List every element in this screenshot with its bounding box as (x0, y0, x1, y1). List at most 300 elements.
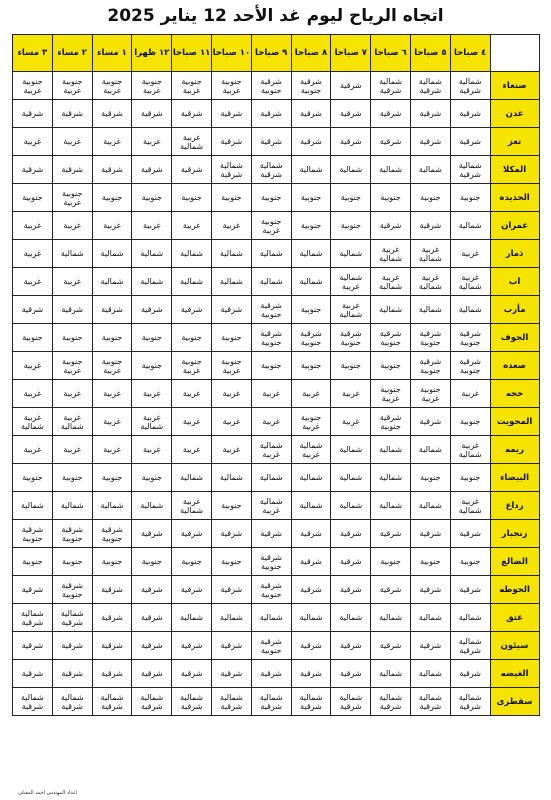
time-header: ٦ صباحا (371, 35, 411, 72)
wind-direction-cell: غربية (291, 380, 331, 408)
wind-direction-cell: شمالية شرقية (450, 72, 490, 100)
wind-direction-cell: شمالية (211, 268, 251, 296)
wind-direction-cell: شمالية (172, 268, 212, 296)
wind-direction-cell: شمالية (410, 156, 450, 184)
wind-direction-cell: شمالية (371, 156, 411, 184)
table-row (13, 296, 540, 324)
wind-direction-cell: شرقية جنوبية (450, 324, 490, 352)
table-row (13, 604, 540, 632)
table-row (13, 548, 540, 576)
wind-direction-cell: شمالية غربية (331, 268, 371, 296)
wind-direction-cell: شمالية (132, 492, 172, 520)
wind-direction-cell: شمالية (92, 492, 132, 520)
wind-direction-cell: شرقية (410, 408, 450, 436)
wind-direction-cell: شمالية (410, 296, 450, 324)
city-name: البيضاء (490, 464, 539, 492)
wind-direction-cell: شرقية (450, 100, 490, 128)
wind-direction-cell: شرقية جنوبية (251, 632, 291, 660)
wind-direction-cell: شرقية (132, 100, 172, 128)
wind-direction-cell: شمالية (291, 464, 331, 492)
wind-direction-cell: شرقية (331, 128, 371, 156)
wind-direction-cell: شمالية شرقية (251, 156, 291, 184)
wind-direction-cell: شمالية (410, 492, 450, 520)
wind-direction-cell: غربية (251, 408, 291, 436)
wind-direction-cell: غربية شمالية (172, 128, 212, 156)
wind-direction-cell: شرقية (331, 576, 371, 604)
table-body (13, 72, 540, 716)
wind-direction-cell: شرقية (52, 660, 92, 688)
wind-direction-cell: شرقية (172, 576, 212, 604)
wind-direction-cell: شمالية شرقية (211, 688, 251, 716)
wind-direction-cell: شرقية (92, 156, 132, 184)
wind-direction-cell: جنوبية غربية (211, 352, 251, 380)
wind-direction-cell: شمالية (172, 464, 212, 492)
wind-direction-cell: شمالية شرقية (291, 688, 331, 716)
wind-direction-cell: جنوبية (132, 464, 172, 492)
wind-direction-cell: شرقية جنوبية (291, 72, 331, 100)
wind-direction-cell: جنوبية (132, 324, 172, 352)
wind-direction-cell: شرقية (251, 128, 291, 156)
wind-direction-cell: شمالية شرقية (13, 688, 53, 716)
wind-direction-cell: شرقية (132, 520, 172, 548)
city-name: عمران (490, 212, 539, 240)
time-header: ١ مساء (92, 35, 132, 72)
wind-direction-cell: شرقية جنوبية (251, 576, 291, 604)
wind-direction-cell: شرقية (92, 632, 132, 660)
wind-direction-cell: شمالية (331, 464, 371, 492)
wind-direction-cell: شرقية (132, 296, 172, 324)
wind-direction-cell: شمالية (410, 604, 450, 632)
wind-direction-cell: شمالية شرقية (450, 156, 490, 184)
time-header: ٢ مساء (52, 35, 92, 72)
wind-direction-cell: شرقية (13, 156, 53, 184)
wind-direction-cell: شمالية (92, 268, 132, 296)
city-name: صعده (490, 352, 539, 380)
wind-direction-cell: شمالية (291, 492, 331, 520)
wind-direction-cell: شمالية شرقية (371, 688, 411, 716)
wind-direction-cell: شرقية جنوبية (13, 520, 53, 548)
wind-direction-cell: جنوبية غربية (132, 72, 172, 100)
wind-direction-cell: شرقية (410, 576, 450, 604)
wind-direction-cell: غربية (52, 268, 92, 296)
wind-direction-cell: شرقية (251, 660, 291, 688)
wind-direction-cell: شمالية (371, 464, 411, 492)
wind-direction-cell: شمالية (450, 212, 490, 240)
wind-direction-cell: غربية شمالية (410, 268, 450, 296)
wind-direction-cell: غربية شمالية (331, 296, 371, 324)
wind-direction-cell: شرقية (371, 520, 411, 548)
city-name: رداع (490, 492, 539, 520)
table-row (13, 128, 540, 156)
wind-direction-cell: شرقية (410, 520, 450, 548)
wind-direction-table (12, 34, 540, 716)
wind-direction-cell: شرقية (291, 576, 331, 604)
time-header: ٩ صباحا (251, 35, 291, 72)
wind-direction-cell: جنوبية (132, 352, 172, 380)
time-header: ٤ صباحا (450, 35, 490, 72)
wind-direction-cell: غربية (172, 380, 212, 408)
wind-direction-cell: جنوبية (291, 184, 331, 212)
wind-direction-cell: شمالية شرقية (251, 688, 291, 716)
wind-direction-cell: غربية (172, 212, 212, 240)
wind-direction-cell: جنوبية (450, 548, 490, 576)
wind-direction-cell: شرقية جنوبية (331, 324, 371, 352)
wind-direction-cell: شمالية شرقية (132, 688, 172, 716)
time-header: ١٠ صباحا (211, 35, 251, 72)
wind-direction-cell: شمالية (331, 492, 371, 520)
wind-direction-cell: غربية (251, 380, 291, 408)
wind-direction-cell: جنوبية (52, 464, 92, 492)
city-name: حجه (490, 380, 539, 408)
wind-direction-cell: شمالية (251, 464, 291, 492)
wind-direction-cell: جنوبية (92, 184, 132, 212)
wind-direction-cell: شرقية (410, 632, 450, 660)
time-header: ١٢ ظهرا (132, 35, 172, 72)
wind-direction-cell: شمالية شرقية (52, 688, 92, 716)
wind-direction-cell: شمالية (331, 156, 371, 184)
wind-direction-cell: شمالية (331, 436, 371, 464)
wind-direction-cell: شمالية (52, 492, 92, 520)
city-name: المحويت (490, 408, 539, 436)
table-row (13, 100, 540, 128)
wind-direction-cell: شمالية شرقية (52, 604, 92, 632)
wind-direction-cell: غربية (13, 240, 53, 268)
wind-direction-cell: شمالية (291, 604, 331, 632)
wind-direction-cell: جنوبية (450, 464, 490, 492)
wind-direction-cell: غربية شمالية (371, 240, 411, 268)
wind-direction-cell: شرقية (371, 212, 411, 240)
wind-direction-cell: شرقية (331, 548, 371, 576)
wind-direction-cell: جنوبية (450, 408, 490, 436)
wind-direction-cell: جنوبية (211, 184, 251, 212)
wind-direction-cell: شرقية (211, 660, 251, 688)
table-row (13, 324, 540, 352)
wind-direction-cell: جنوبية (371, 184, 411, 212)
wind-direction-cell: شرقية (450, 660, 490, 688)
wind-direction-cell: غربية (92, 436, 132, 464)
wind-direction-cell: جنوبية غربية (92, 352, 132, 380)
wind-direction-cell: جنوبية (410, 184, 450, 212)
wind-direction-cell: غربية شمالية (450, 268, 490, 296)
wind-direction-cell: شمالية (132, 268, 172, 296)
wind-direction-cell: جنوبية غربية (371, 380, 411, 408)
wind-direction-cell: شرقية (211, 128, 251, 156)
wind-direction-cell: غربية (211, 408, 251, 436)
wind-direction-cell: شمالية (291, 156, 331, 184)
wind-direction-cell: جنوبية (371, 548, 411, 576)
table-row (13, 184, 540, 212)
wind-direction-cell: شرقية (371, 576, 411, 604)
wind-direction-cell: غربية (13, 212, 53, 240)
wind-direction-cell: شمالية (450, 296, 490, 324)
wind-direction-cell: شرقية (132, 604, 172, 632)
city-name: المكلا (490, 156, 539, 184)
city-name: زنجبار (490, 520, 539, 548)
wind-direction-cell: شرقية (211, 632, 251, 660)
wind-direction-cell: جنوبية غربية (52, 184, 92, 212)
wind-direction-cell: شرقية (410, 212, 450, 240)
wind-direction-cell: جنوبية (331, 212, 371, 240)
city-name: ريمه (490, 436, 539, 464)
table-row (13, 436, 540, 464)
wind-direction-cell: شمالية (251, 268, 291, 296)
wind-direction-cell: جنوبية (52, 548, 92, 576)
wind-direction-cell: شمالية شرقية (211, 156, 251, 184)
wind-direction-cell: شمالية شرقية (13, 604, 53, 632)
wind-direction-cell: شمالية شرقية (331, 688, 371, 716)
wind-direction-cell: شمالية (132, 240, 172, 268)
wind-direction-cell: شرقية (52, 100, 92, 128)
wind-direction-cell: شمالية غربية (291, 436, 331, 464)
wind-direction-cell: جنوبية (132, 548, 172, 576)
wind-direction-cell: غربية (331, 380, 371, 408)
wind-direction-cell: شمالية (211, 464, 251, 492)
wind-direction-cell: غربية شمالية (13, 408, 53, 436)
wind-direction-cell: شمالية (13, 492, 53, 520)
wind-direction-cell: شرقية (172, 100, 212, 128)
wind-direction-cell: جنوبية (13, 464, 53, 492)
wind-direction-cell: شمالية (291, 268, 331, 296)
table-row (13, 576, 540, 604)
wind-direction-cell: شرقية جنوبية (251, 296, 291, 324)
wind-direction-cell: شرقية جنوبية (251, 548, 291, 576)
wind-direction-cell: جنوبية غربية (251, 212, 291, 240)
table-row (13, 492, 540, 520)
city-name: الضالع (490, 548, 539, 576)
wind-direction-cell: شرقية (132, 660, 172, 688)
wind-direction-cell: غربية (172, 436, 212, 464)
wind-direction-cell: جنوبية (331, 184, 371, 212)
wind-direction-cell: شمالية غربية (251, 436, 291, 464)
wind-direction-cell: جنوبية (92, 548, 132, 576)
wind-direction-cell: شرقية جنوبية (251, 72, 291, 100)
wind-direction-cell: غربية شمالية (52, 408, 92, 436)
wind-direction-cell: غربية (92, 128, 132, 156)
wind-direction-cell: شرقية (331, 100, 371, 128)
wind-direction-cell: شرقية (92, 660, 132, 688)
wind-direction-cell: غربية شمالية (132, 408, 172, 436)
wind-direction-cell: غربية (52, 380, 92, 408)
wind-direction-cell: شرقية (13, 100, 53, 128)
wind-direction-cell: شرقية (172, 632, 212, 660)
time-header-row (13, 35, 540, 72)
wind-direction-cell: شرقية (331, 520, 371, 548)
table-row (13, 632, 540, 660)
table-row (13, 240, 540, 268)
wind-direction-cell: جنوبية (92, 464, 132, 492)
wind-direction-cell: شرقية (450, 520, 490, 548)
wind-direction-cell: جنوبية (211, 324, 251, 352)
wind-direction-cell: شمالية شرقية (92, 688, 132, 716)
city-name: تعز (490, 128, 539, 156)
wind-direction-cell: شمالية شرقية (450, 688, 490, 716)
wind-direction-cell: شرقية جنوبية (410, 324, 450, 352)
wind-direction-cell: شمالية (291, 240, 331, 268)
wind-direction-cell: شرقية (331, 72, 371, 100)
table-row (13, 380, 540, 408)
wind-direction-cell: غربية (13, 268, 53, 296)
wind-direction-cell: جنوبية (251, 184, 291, 212)
wind-direction-cell: شمالية شرقية (371, 72, 411, 100)
wind-direction-cell: جنوبية غربية (172, 352, 212, 380)
wind-direction-cell: شرقية جنوبية (410, 352, 450, 380)
table-row (13, 464, 540, 492)
wind-direction-cell: غربية (331, 408, 371, 436)
wind-direction-cell: شرقية (251, 520, 291, 548)
wind-direction-cell: شمالية (172, 604, 212, 632)
wind-direction-cell: شمالية شرقية (172, 688, 212, 716)
wind-direction-cell: غربية (211, 436, 251, 464)
table-row (13, 156, 540, 184)
wind-direction-cell: شمالية (410, 436, 450, 464)
city-name: صنعاء (490, 72, 539, 100)
wind-direction-cell: غربية (52, 436, 92, 464)
table-row (13, 660, 540, 688)
wind-direction-cell: جنوبية (172, 184, 212, 212)
wind-direction-cell: غربية شمالية (371, 268, 411, 296)
time-header: ٥ صباحا (410, 35, 450, 72)
wind-direction-cell: شرقية (371, 128, 411, 156)
wind-direction-cell: شمالية (92, 240, 132, 268)
wind-direction-cell: غربية شمالية (410, 240, 450, 268)
wind-direction-cell: شرقية (52, 632, 92, 660)
wind-direction-cell: شرقية (13, 632, 53, 660)
wind-direction-cell: جنوبية غربية (52, 72, 92, 100)
table-row (13, 352, 540, 380)
city-name: عدن (490, 100, 539, 128)
wind-direction-cell: شرقية (92, 296, 132, 324)
wind-direction-cell: شرقية (251, 100, 291, 128)
credit-text: اعداد المهندس احمد المقبلي (18, 790, 78, 796)
city-name: الغيضه (490, 660, 539, 688)
wind-direction-cell: جنوبية غربية (52, 352, 92, 380)
wind-direction-cell: شرقية (291, 128, 331, 156)
wind-direction-cell: شرقية (13, 576, 53, 604)
wind-direction-cell: شرقية جنوبية (371, 408, 411, 436)
wind-direction-cell: شمالية (410, 660, 450, 688)
table-row (13, 408, 540, 436)
wind-direction-cell: جنوبية (13, 548, 53, 576)
wind-direction-cell: جنوبية (291, 352, 331, 380)
wind-direction-cell: جنوبية (331, 352, 371, 380)
wind-direction-cell: شرقية (371, 632, 411, 660)
wind-direction-cell: جنوبية (410, 464, 450, 492)
wind-direction-cell: غربية (132, 128, 172, 156)
wind-direction-cell: شرقية (211, 520, 251, 548)
table-row (13, 688, 540, 716)
wind-direction-cell: غربية (52, 212, 92, 240)
wind-direction-cell: شمالية غربية (251, 492, 291, 520)
wind-direction-cell: شمالية (331, 604, 371, 632)
wind-direction-cell: غربية (132, 436, 172, 464)
wind-direction-cell: جنوبية (132, 184, 172, 212)
wind-direction-cell: غربية (450, 240, 490, 268)
wind-direction-cell: جنوبية غربية (410, 380, 450, 408)
wind-direction-cell: شرقية (291, 660, 331, 688)
wind-direction-cell: شرقية (132, 156, 172, 184)
page-title: اتجاه الرياح ليوم غد الأحد 12 يناير 2025 (107, 6, 444, 26)
time-header: ٣ مساء (13, 35, 53, 72)
city-name: مأرب (490, 296, 539, 324)
wind-direction-cell: شمالية (371, 604, 411, 632)
wind-direction-cell: جنوبية (92, 324, 132, 352)
wind-direction-cell: غربية (52, 128, 92, 156)
wind-direction-cell: شرقية جنوبية (450, 352, 490, 380)
wind-direction-cell: غربية شمالية (450, 492, 490, 520)
wind-direction-cell: شرقية جنوبية (251, 324, 291, 352)
wind-direction-cell: جنوبية غربية (172, 72, 212, 100)
wind-direction-cell: غربية (132, 212, 172, 240)
wind-direction-cell: شرقية (172, 156, 212, 184)
wind-direction-cell: جنوبية غربية (92, 72, 132, 100)
wind-direction-cell: شرقية (172, 660, 212, 688)
wind-direction-cell: شرقية (410, 128, 450, 156)
city-name: عتق (490, 604, 539, 632)
time-header: ٧ صباحا (331, 35, 371, 72)
wind-direction-cell: جنوبية (450, 184, 490, 212)
wind-direction-cell: شرقية (291, 632, 331, 660)
wind-direction-cell: شرقية (371, 100, 411, 128)
wind-direction-cell: جنوبية (291, 212, 331, 240)
wind-direction-cell: شمالية (371, 492, 411, 520)
wind-direction-cell: جنوبية غربية (291, 408, 331, 436)
wind-direction-cell: شرقية (291, 100, 331, 128)
wind-direction-cell: شرقية (211, 576, 251, 604)
wind-direction-cell: شمالية (251, 604, 291, 632)
wind-direction-cell: جنوبية (13, 324, 53, 352)
wind-direction-cell: غربية شمالية (172, 492, 212, 520)
wind-direction-cell: شرقية (211, 296, 251, 324)
wind-direction-cell: شرقية (450, 128, 490, 156)
wind-direction-cell: شرقية (450, 576, 490, 604)
city-name: اب (490, 268, 539, 296)
wind-direction-cell: شرقية (13, 296, 53, 324)
wind-direction-cell: شمالية (331, 240, 371, 268)
wind-direction-cell: غربية (13, 128, 53, 156)
wind-direction-cell: جنوبية (172, 324, 212, 352)
table-row (13, 212, 540, 240)
wind-direction-cell: شرقية (410, 100, 450, 128)
city-name: سقطرى (490, 688, 539, 716)
wind-direction-cell: جنوبية (211, 492, 251, 520)
wind-direction-cell: شمالية (371, 296, 411, 324)
wind-direction-cell: شرقية (92, 576, 132, 604)
wind-direction-cell: غربية (13, 352, 53, 380)
wind-direction-cell: غربية (132, 380, 172, 408)
wind-direction-cell: جنوبية (211, 548, 251, 576)
wind-direction-cell: شمالية شرقية (410, 688, 450, 716)
time-header: ١١ صباحا (172, 35, 212, 72)
wind-direction-cell: جنوبية غربية (211, 72, 251, 100)
wind-direction-cell: شرقية (52, 156, 92, 184)
wind-direction-cell: غربية (92, 380, 132, 408)
wind-direction-cell: غربية (172, 408, 212, 436)
wind-direction-cell: شرقية (132, 632, 172, 660)
wind-direction-cell: شرقية (291, 548, 331, 576)
wind-direction-cell: شمالية (172, 240, 212, 268)
wind-direction-cell: شرقية جنوبية (52, 520, 92, 548)
table-row (13, 72, 540, 100)
wind-direction-cell: شمالية (371, 436, 411, 464)
wind-direction-cell: شمالية (211, 604, 251, 632)
wind-direction-cell: شرقية (92, 604, 132, 632)
wind-direction-cell: شمالية (211, 240, 251, 268)
time-header: ٨ صباحا (291, 35, 331, 72)
city-name: الجوف (490, 324, 539, 352)
wind-direction-cell: جنوبية غربية (13, 72, 53, 100)
wind-direction-cell: غربية (450, 380, 490, 408)
wind-direction-cell: جنوبية (371, 352, 411, 380)
